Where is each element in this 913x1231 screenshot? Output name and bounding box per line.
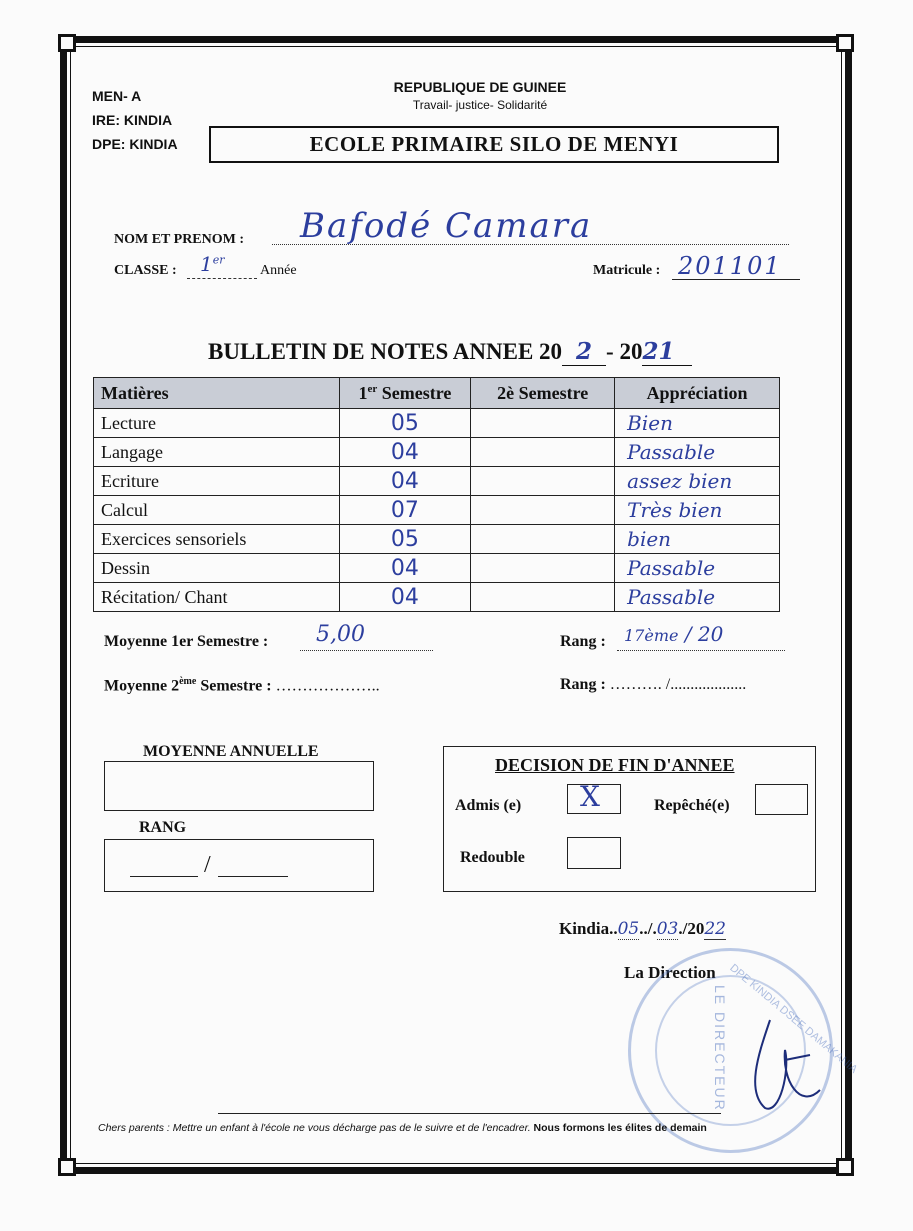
col-header-subject: Matières (94, 378, 340, 409)
avg-s2-label: Moyenne 2ème Semestre : ……………….. (104, 676, 380, 695)
matricule-value: 201101 (678, 252, 782, 280)
table-row (94, 525, 780, 554)
footer-note: Chers parents : Mettre un enfant à l'école ne vous décharge pas de le suivre et de l'encadrer. Nous formons les élites de demain (98, 1122, 707, 1134)
subject-cell: Langage (94, 438, 340, 467)
appreciation-cell: Bien (615, 409, 780, 438)
s2-note (471, 583, 615, 612)
table-row (94, 467, 780, 496)
table-row (94, 554, 780, 583)
s2-note (471, 496, 615, 525)
appreciation-cell: Passable (615, 554, 780, 583)
frame-corner (836, 34, 854, 52)
grades-table (93, 377, 780, 612)
decision-title: DECISION DE FIN D'ANNEE (495, 755, 735, 775)
dpe-label: DPE: KINDIA (92, 136, 178, 152)
s1-note: 04 (339, 467, 471, 496)
direction-label: La Direction (624, 963, 716, 982)
table-row (94, 409, 780, 438)
s2-note (471, 467, 615, 496)
s1-note: 07 (339, 496, 471, 525)
matricule-label: Matricule : (593, 263, 661, 278)
col-header-appreciation: Appréciation (615, 378, 780, 409)
subject-cell: Ecriture (94, 467, 340, 496)
frame-corner (58, 34, 76, 52)
appreciation-cell: Passable (615, 583, 780, 612)
date-line: Kindia..05../.03./2022 (559, 919, 726, 939)
appreciation-cell: Passable (615, 438, 780, 467)
table-row (94, 438, 780, 467)
class-label: CLASSE : (114, 263, 177, 278)
appreciation-cell: assez bien (615, 467, 780, 496)
s1-note: 04 (339, 438, 471, 467)
bulletin-title: BULLETIN DE NOTES ANNEE 20 2 - 2021 (208, 338, 692, 366)
redouble-label: Redouble (460, 849, 525, 866)
admis-mark: X (580, 780, 600, 813)
col-header-s1: 1er Semestre (339, 378, 471, 409)
annual-rank-line (218, 862, 288, 877)
annual-average-title: MOYENNE ANNUELLE (143, 743, 319, 760)
rank-s1-label: Rang : (560, 633, 606, 650)
s1-note: 05 (339, 409, 471, 438)
frame-corner (58, 1158, 76, 1176)
admis-label: Admis (e) (455, 797, 522, 814)
table-header-row (94, 378, 780, 409)
subject-cell: Exercices sensoriels (94, 525, 340, 554)
annual-rank-line (130, 862, 198, 877)
name-label: NOM ET PRENOM : (114, 232, 245, 247)
frame-corner (836, 1158, 854, 1176)
repeche-label: Repêché(e) (654, 797, 730, 814)
annual-rank-title: RANG (139, 819, 187, 836)
class-value: 1er (200, 252, 225, 276)
s2-note (471, 409, 615, 438)
year-end: 21 (642, 338, 692, 366)
stamp-text: LE DIRECTEUR (712, 985, 728, 1112)
subject-cell: Récitation/ Chant (94, 583, 340, 612)
stamp-ring-text: DPE KINDIA DSEE DAMAKANIA (727, 962, 860, 1076)
s2-note (471, 525, 615, 554)
class-suffix: Année (260, 263, 297, 278)
annual-rank-slash: / (204, 852, 211, 878)
avg-s1-label: Moyenne 1er Semestre : (104, 633, 269, 650)
s1-note: 05 (339, 525, 471, 554)
appreciation-cell: Très bien (615, 496, 780, 525)
subject-cell: Calcul (94, 496, 340, 525)
appreciation-cell: bien (615, 525, 780, 554)
country-motto: Travail- justice- Solidarité (412, 98, 548, 112)
ministry-label: MEN- A (92, 88, 142, 104)
s2-note (471, 438, 615, 467)
rank-s2-label: Rang : ………. /................... (560, 676, 747, 693)
rank-s1-value: 17ème / 20 (624, 622, 724, 646)
redouble-checkbox (567, 837, 621, 869)
student-name: Bafodé Camara (300, 206, 593, 246)
s1-note: 04 (339, 583, 471, 612)
signature (740, 1010, 830, 1120)
table-row (94, 583, 780, 612)
annual-average-box (104, 761, 374, 811)
year-start: 2 (562, 338, 606, 366)
repeche-checkbox (755, 784, 808, 815)
col-header-s2: 2è Semestre (471, 378, 615, 409)
subject-cell: Dessin (94, 554, 340, 583)
country-title: REPUBLIQUE DE GUINEE (393, 79, 567, 95)
table-row (94, 496, 780, 525)
s2-note (471, 554, 615, 583)
footer-separator (218, 1113, 721, 1114)
ire-label: IRE: KINDIA (92, 112, 173, 128)
subject-cell: Lecture (94, 409, 340, 438)
s1-note: 04 (339, 554, 471, 583)
avg-s1-value: 5,00 (316, 622, 365, 647)
school-name: ECOLE PRIMAIRE SILO DE MENYI (209, 126, 779, 163)
